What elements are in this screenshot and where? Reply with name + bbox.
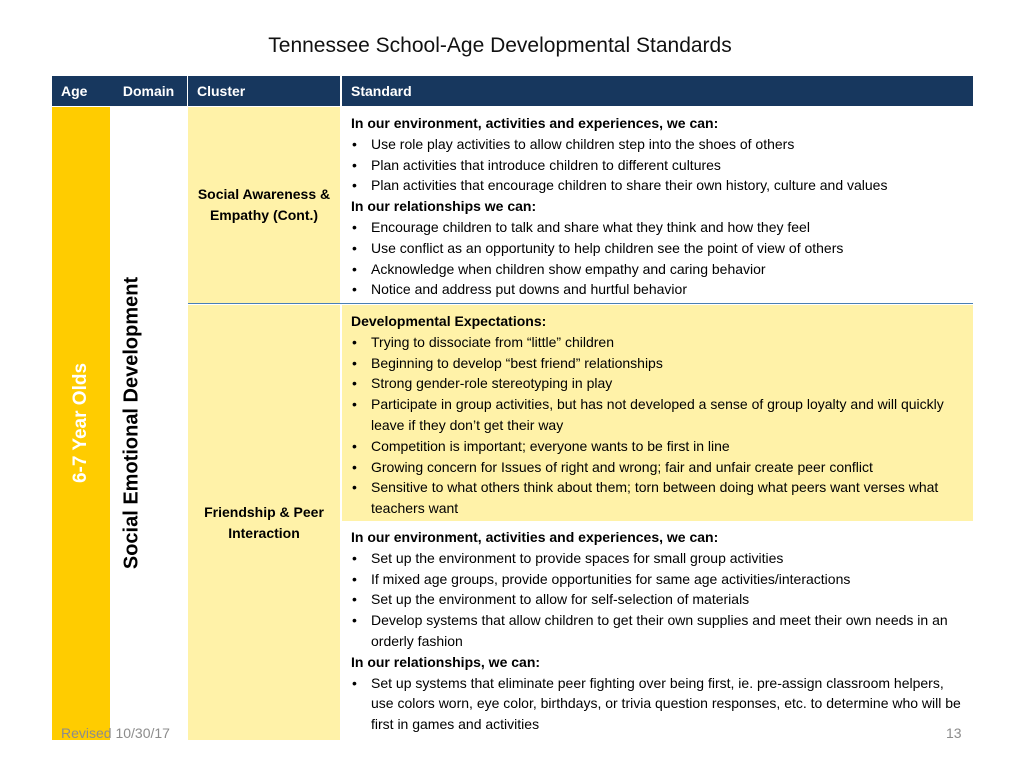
list-item: • Use conflict as an opportunity to help children see the point of view of others	[351, 238, 963, 259]
section-heading: In our environment, activities and experiences, we can:	[351, 115, 719, 131]
list-item: • If mixed age groups, provide opportunities for same age activities/interactions	[351, 569, 963, 590]
list-item: • Use role play activities to allow children step into the shoes of others	[351, 134, 963, 155]
list-item: • Set up systems that eliminate peer fighting over being first, ie. pre-assign classroom helpers, use colors worn, eye color, birthdays, or trivia question responses, etc. to determine who will be first in games and activities	[351, 673, 963, 735]
section-heading: In our relationships we can:	[351, 198, 537, 215]
list-item: • Sensitive to what others think about them; torn between doing what peers want verses what teachers want	[351, 477, 963, 519]
bullet-list	[351, 332, 963, 519]
list-item: • Plan activities that introduce children to different cultures	[351, 155, 963, 176]
list-item: • Beginning to develop “best friend” relationships	[351, 353, 963, 374]
bullet-list	[351, 548, 963, 652]
standard-block-friendship	[342, 521, 973, 740]
revised-date: Revised 10/30/17	[61, 725, 170, 741]
list-item: • Encourage children to talk and share what they think and how they feel	[351, 217, 963, 238]
age-label: 6-7 Year Olds	[70, 362, 91, 484]
page-title: Tennessee School-Age Developmental Standards	[268, 34, 732, 57]
bullet-list	[351, 217, 963, 300]
section-heading: In our environment, activities and experiences, we can:	[351, 529, 719, 545]
list-item: • Competition is important; everyone wants to be first in line	[351, 436, 963, 457]
list-item: • Plan activities that encourage children to share their own history, culture and values	[351, 175, 963, 196]
list-item: • Develop systems that allow children to get their own supplies and meet their own needs in an orderly fashion	[351, 610, 963, 652]
header-cluster: Cluster	[188, 76, 340, 106]
row-divider	[188, 303, 973, 304]
list-item: • Growing concern for Issues of right and wrong; fair and unfair create peer conflict	[351, 457, 963, 478]
cluster-label: Social Awareness & Empathy (Cont.)	[197, 186, 331, 223]
list-item: • Acknowledge when children show empathy and caring behavior	[351, 259, 963, 280]
section-heading: Developmental Expectations:	[351, 313, 547, 329]
cluster-social-awareness	[188, 107, 340, 303]
header-age: Age	[52, 76, 110, 106]
cluster-label: Friendship & Peer Interaction	[204, 503, 324, 541]
bullet-list	[351, 134, 963, 196]
header-standard: Standard	[342, 76, 973, 106]
list-item: • Strong gender-role stereotyping in play	[351, 373, 963, 394]
list-item: • Set up the environment to provide spaces for small group activities	[351, 548, 963, 569]
standard-block-expectations	[342, 305, 973, 521]
standard-block-empathy	[342, 107, 973, 303]
cluster-friendship	[188, 305, 340, 740]
list-item: • Trying to dissociate from “little” children	[351, 332, 963, 353]
section-heading: In our relationships, we can:	[351, 653, 541, 670]
page-number: 13	[946, 725, 962, 741]
domain-label: Social Emotional Development	[120, 276, 143, 570]
bullet-list	[351, 673, 963, 735]
list-item: • Participate in group activities, but has not developed a sense of group loyalty and will quickly leave if they don’t get their way	[351, 394, 963, 436]
list-item: • Set up the environment to allow for self-selection of materials	[351, 589, 963, 610]
list-item: • Notice and address put downs and hurtful behavior	[351, 279, 963, 300]
header-domain: Domain	[110, 76, 187, 106]
